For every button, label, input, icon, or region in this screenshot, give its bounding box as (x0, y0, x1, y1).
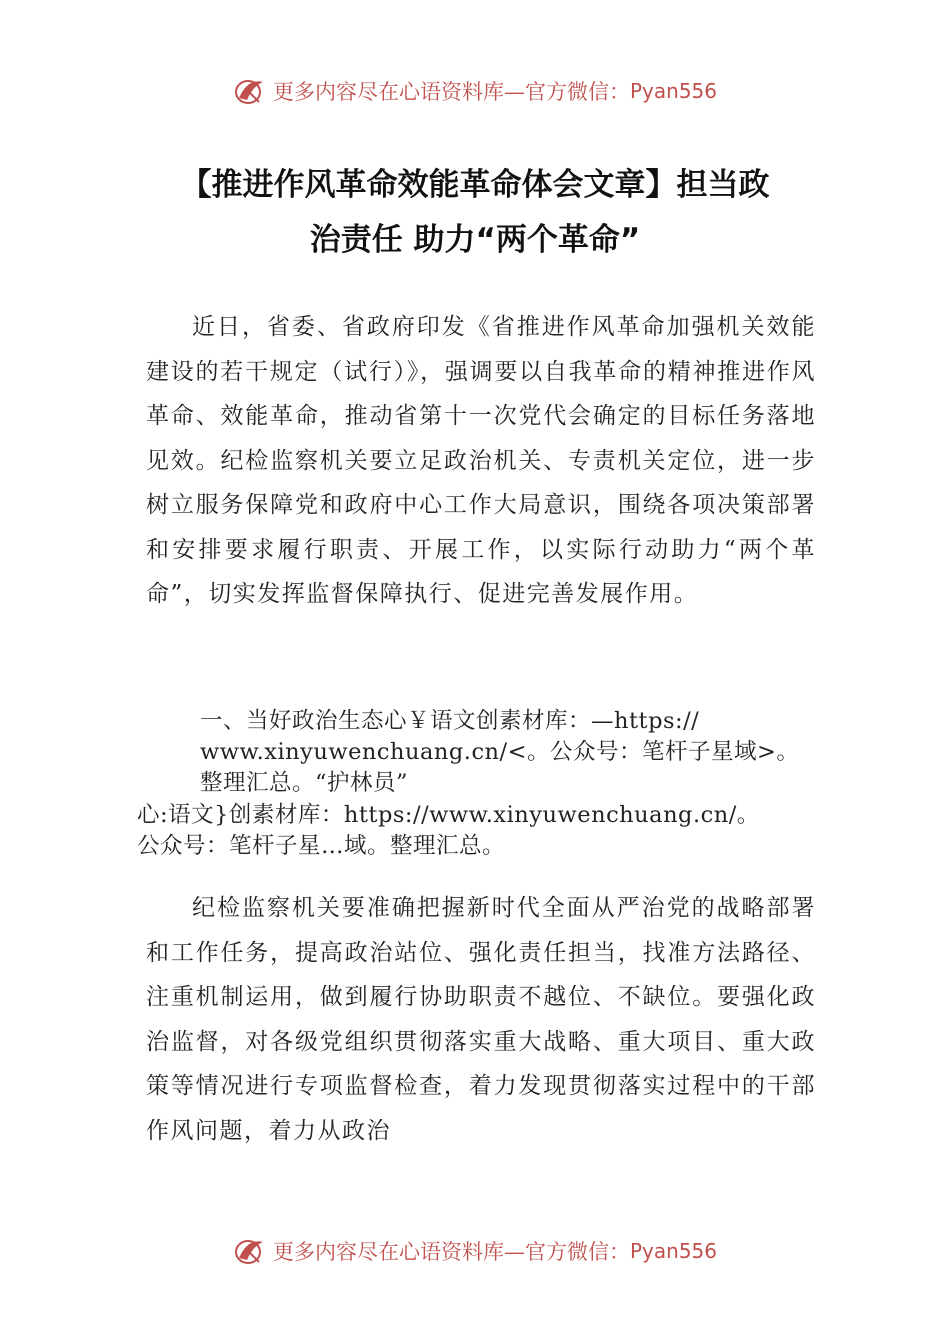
paragraph-intro: 近日，省委、省政府印发《省推进作风革命加强机关效能建设的若干规定（试行）》，强调要以自我革命的精神推进作风革命、效能革命，推动省第十一次党代会确定的目标任务落地见效。纪检监察机关要立足政治机关、专责机关定位，进一步树立服务保障党和政府中心工作大局意识，围绕各项决策部署和安排要求履行职责、开展工作，以实际行动助力“两个革命”，切实发挥监督保障执行、促进完善发展作用。 (146, 314, 816, 607)
title-line-1: 【推进作风革命效能革命体会文章】担当政 (180, 167, 770, 203)
watermark-wechat-id: Pyan556 (629, 79, 717, 103)
paragraph-body: 纪检监察机关要准确把握新时代全面从严治党的战略部署和工作任务，提高政治站位、强化责任担当，找准方法路径、注重机制运用，做到履行协助职责不越位、不缺位。要强化政治监督，对各级党组织贯彻落实重大战略、重大项目、重大政策等情况进行专项监督检查，着力发现贯彻落实过程中的干部作风问题，着力从政治 (146, 895, 816, 1144)
page-title (100, 158, 850, 268)
section-heading (200, 706, 820, 799)
watermark-footer (0, 1236, 950, 1266)
logo-icon (233, 76, 267, 106)
watermark-text: 更多内容尽在心语资料库—官方微信： (272, 80, 630, 104)
watermark-wechat-id: Pyan556 (629, 1239, 717, 1263)
title-line-2: 治责任 助力“两个革命” (309, 222, 641, 258)
section-heading-tail (137, 800, 827, 862)
section-heading-line-3: 整理汇总。“护林员” (200, 770, 409, 796)
section-heading-line-4: 心:语文}创素材库：https://www.xinyuwenchuang.cn/。 (137, 802, 760, 828)
watermark-header (0, 76, 950, 106)
logo-icon (233, 1236, 267, 1266)
watermark-text: 更多内容尽在心语资料库—官方微信： (272, 1240, 630, 1264)
section-heading-line-2: www.xinyuwenchuang.cn/<。公众号：笔杆子星域>。 (200, 739, 800, 765)
section-heading-line-5: 公众号：笔杆子星…域。整理汇总。 (137, 833, 506, 859)
section-heading-line-1: 一、当好政治生态心￥语文创素材库：—https:// (200, 708, 700, 734)
